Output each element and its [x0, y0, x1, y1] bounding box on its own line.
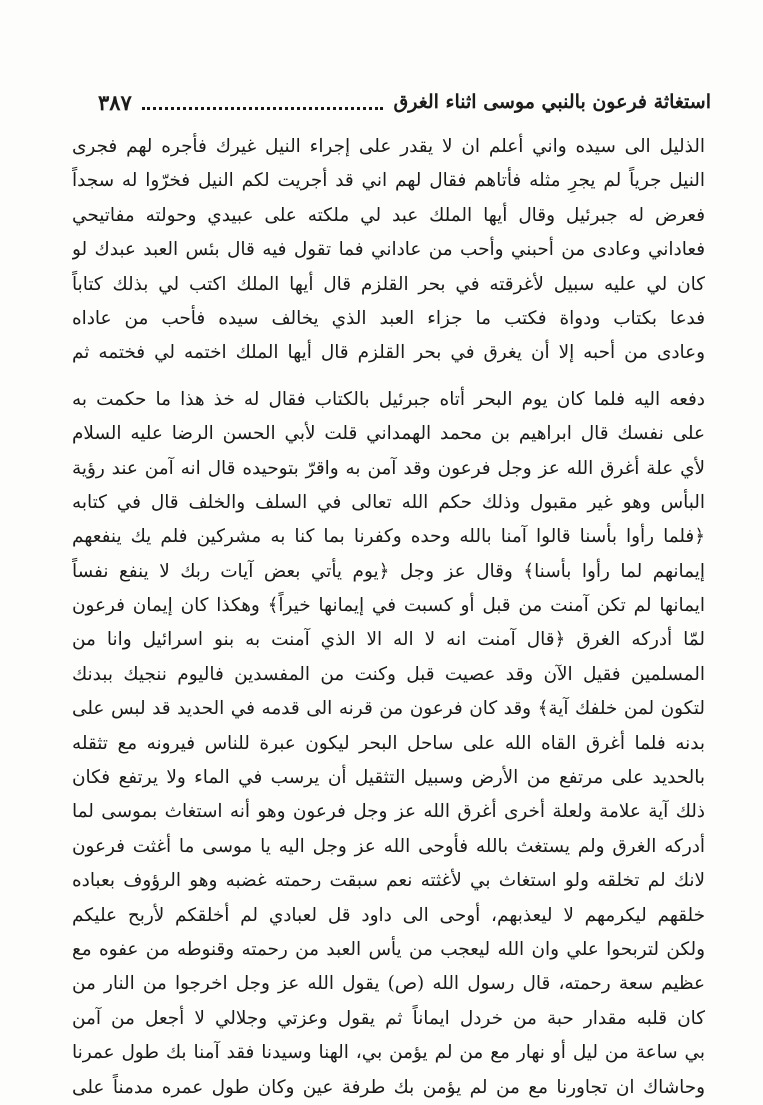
text-line: عظيم سعة رحمته، قال رسول الله (ص) يقول الله عز وجل اخرجوا من النار من [72, 973, 705, 995]
text-line: بالحديد على مرتفع من الأرض وسبيل التثقيل أن يرسب في الماء ولا يرتفع فكان [72, 767, 705, 789]
text-line: بدنه فلما أغرق القاه الله على ساحل البحر ليكون عبرة للناس فيرونه مع تثقله [72, 732, 705, 754]
text-line: كان لي عليه سبيل لأغرقته في بحر القلزم قال أيها الملك اكتب لي بذلك كتاباً [72, 273, 705, 295]
dot-leader [142, 107, 384, 110]
page-number: ٣٨٧ [98, 89, 132, 115]
text-line: ذلك آية علامة ولعلة أخرى أغرق الله عز وجل فرعون وهو أنه استغاث بموسى لما [72, 801, 705, 823]
text-line: لتكون لمن خلفك آية﴾ وقد كان فرعون من قرنه الى قدمه في الحديد قد لبس على [72, 698, 705, 720]
text-line: كان قلبه مقدار حبة من خردل ايماناً ثم يقول وعزتي وجلالي لا أجعل من آمن [72, 1007, 705, 1029]
text-line: لأي علة أغرق الله عز وجل فرعون وقد آمن به واقرّ بتوحيده قال انه آمن عند رؤية [72, 457, 705, 479]
text-line: الذليل الى سيده واني أعلم ان لا يقدر على إجراء النيل غيرك فأجره لهم فجرى [72, 136, 705, 157]
text-line: خلقهم ليكرمهم لا ليعذبهم، أوحى الى داود قل لعبادي لم أخلقكم لأربح عليكم [72, 904, 705, 926]
chapter-title: استغاثة فرعون بالنبي موسى اثناء الغرق [393, 91, 711, 113]
text-line: على نفسك قال ابراهيم بن محمد الهمداني قلت لأبي الحسن الرضا عليه السلام [72, 423, 705, 445]
text-line: فعاداني وعادى من أحبني وأحب من عاداني فما تقول فيه قال بئس العبد عبدك لو [72, 239, 705, 261]
text-line: ولكن لتربحوا علي وان الله ليعجب من يأس العبد من رحمته وقنوطه من عفوه مع [72, 938, 705, 960]
text-line: البأس وهو غير مقبول وذلك حكم الله تعالى في السلف والخلف قال في كتابه [72, 491, 705, 513]
text-line: لانك لم تخلقه ولو استغاث بي لأغثته نعم سبقت رحمته غضبه وهو الرؤوف بعباده [72, 870, 705, 892]
text-line: بي ساعة من ليل أو نهار مع من لم يؤمن بي، الهنا وسيدنا فقد آمنا بك طول عمرنا [72, 1042, 705, 1064]
text-line: فدعا بكتاب ودواة فكتب ما جزاء العبد الذي يخالف سيده فأحب من عاداه [72, 307, 705, 329]
text-line: وعادى من أحبه إلا أن يغرق في بحر القلزم قال أيها الملك اختمه لي فختمه ثم [72, 342, 705, 364]
text-line: وحاشاك ان تجاورنا مع من لم يؤمن بك طرفة عين وكان طول عمره مدمناً على [72, 1076, 705, 1098]
text-line: أدركه الغرق ولم يستغث بالله فأوحى الله عز وجل اليه يا موسى ما أغثت فرعون [72, 835, 705, 857]
text-line: فعرض له جبرئيل وقال أيها الملك عبد لي ملكته على عبيدي وحولته مفاتيحي [72, 204, 705, 226]
text-line: ايمانها لم تكن آمنت من قبل أو كسبت في إيمانها خيراً﴾ وهكذا كان إيمان فرعون [72, 595, 705, 617]
text-line: ﴿فلما رأوا بأسنا قالوا آمنا بالله وحده وكفرنا بما كنا به مشركين فلم يك ينفعهم [72, 526, 705, 548]
text-line: لمّا أدركه الغرق ﴿قال آمنت انه لا اله الا الذي آمنت به بنو اسرائيل وانا من [72, 629, 705, 651]
text-line: النيل جرياً لم يجرِ مثله فأتاهم فقال لهم اني قد أجريت لكم النيل فخرّوا له سجداً [72, 170, 705, 192]
text-line: المسلمين فقيل الآن وقد عصيت قبل وكنت من المفسدين فاليوم ننجيك ببدنك [72, 663, 705, 685]
body-text [72, 130, 705, 1105]
text-line: دفعه اليه فلما كان يوم البحر أتاه جبرئيل بالكتاب فقال له خذ هذا ما حكمت به [72, 388, 705, 410]
text-line: إيمانهم لما رأوا بأسنا﴾ وقال عز وجل ﴿يوم يأتي بعض آيات ربك لا ينفع نفساً [72, 560, 705, 582]
running-header [98, 84, 711, 120]
